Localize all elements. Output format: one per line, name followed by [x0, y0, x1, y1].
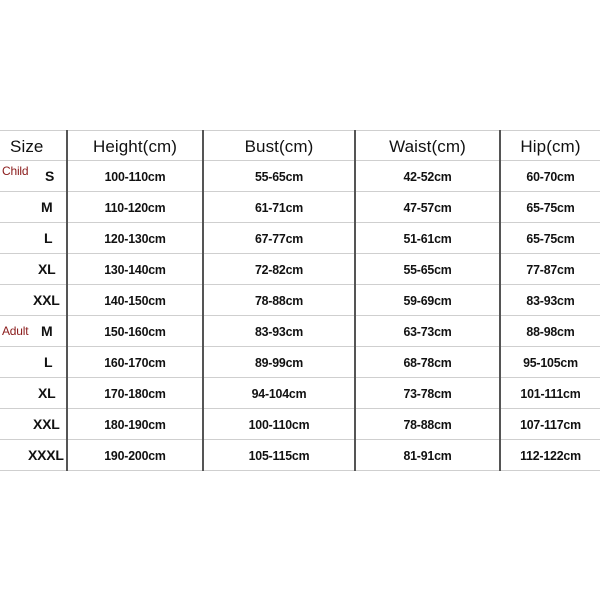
size-label: M	[41, 199, 53, 215]
table-row	[0, 409, 600, 440]
waist-cell: 42-52cm	[359, 161, 497, 192]
hip-cell: 65-75cm	[503, 223, 598, 254]
height-cell: 170-180cm	[70, 378, 199, 409]
header-waist: Waist(cm)	[355, 131, 500, 161]
waist-cell: 55-65cm	[359, 254, 497, 285]
header-hip: Hip(cm)	[500, 131, 600, 161]
hip-cell: 65-75cm	[503, 192, 598, 223]
height-cell: 100-110cm	[70, 161, 199, 192]
header-row	[0, 131, 600, 161]
bust-cell: 83-93cm	[207, 316, 351, 347]
size-label: XL	[38, 385, 56, 401]
hip-cell: 101-111cm	[503, 378, 598, 409]
table-row	[0, 285, 600, 316]
adult-group-label: Adult	[2, 324, 29, 338]
waist-cell: 78-88cm	[359, 409, 497, 440]
header-size: Size	[0, 131, 67, 161]
hip-cell: 88-98cm	[503, 316, 598, 347]
hip-cell: 107-117cm	[503, 409, 598, 440]
waist-cell: 68-78cm	[359, 347, 497, 378]
hip-cell: 77-87cm	[503, 254, 598, 285]
height-cell: 120-130cm	[70, 223, 199, 254]
waist-cell: 63-73cm	[359, 316, 497, 347]
size-label: S	[45, 168, 55, 184]
bust-cell: 89-99cm	[207, 347, 351, 378]
waist-cell: 81-91cm	[359, 440, 497, 471]
table-row	[0, 316, 600, 347]
header-bust: Bust(cm)	[203, 131, 355, 161]
size-cell	[0, 378, 67, 409]
bust-cell: 94-104cm	[207, 378, 351, 409]
bust-cell: 105-115cm	[207, 440, 351, 471]
size-cell	[0, 254, 67, 285]
size-cell	[0, 409, 67, 440]
hip-cell: 60-70cm	[503, 161, 598, 192]
waist-cell: 47-57cm	[359, 192, 497, 223]
size-chart-table	[0, 130, 600, 471]
bust-cell: 67-77cm	[207, 223, 351, 254]
table-row	[0, 161, 600, 192]
bust-cell: 61-71cm	[207, 192, 351, 223]
size-cell	[0, 440, 67, 471]
height-cell: 150-160cm	[70, 316, 199, 347]
table-row	[0, 440, 600, 471]
bust-cell: 78-88cm	[207, 285, 351, 316]
bust-cell: 55-65cm	[207, 161, 351, 192]
child-group-label: Child	[2, 164, 29, 178]
height-cell: 180-190cm	[70, 409, 199, 440]
hip-cell: 83-93cm	[503, 285, 598, 316]
size-label: M	[41, 323, 53, 339]
table-row	[0, 223, 600, 254]
height-cell: 110-120cm	[70, 192, 199, 223]
height-cell: 160-170cm	[70, 347, 199, 378]
table-row	[0, 254, 600, 285]
height-cell: 130-140cm	[70, 254, 199, 285]
hip-cell: 112-122cm	[503, 440, 598, 471]
header-height: Height(cm)	[67, 131, 203, 161]
table-row	[0, 378, 600, 409]
size-cell	[0, 347, 67, 378]
size-label: XL	[38, 261, 56, 277]
waist-cell: 73-78cm	[359, 378, 497, 409]
waist-cell: 51-61cm	[359, 223, 497, 254]
size-cell	[0, 223, 67, 254]
size-cell	[0, 285, 67, 316]
height-cell: 140-150cm	[70, 285, 199, 316]
size-label: XXXL	[28, 447, 64, 463]
size-label: XXL	[33, 292, 60, 308]
height-cell: 190-200cm	[70, 440, 199, 471]
size-cell	[0, 192, 67, 223]
waist-cell: 59-69cm	[359, 285, 497, 316]
table-row	[0, 347, 600, 378]
size-label: XXL	[33, 416, 60, 432]
bust-cell: 72-82cm	[207, 254, 351, 285]
table-row	[0, 192, 600, 223]
size-cell	[0, 161, 67, 192]
hip-cell: 95-105cm	[503, 347, 598, 378]
size-label: L	[44, 354, 53, 370]
bust-cell: 100-110cm	[207, 409, 351, 440]
size-cell	[0, 316, 67, 347]
size-label: L	[44, 230, 53, 246]
